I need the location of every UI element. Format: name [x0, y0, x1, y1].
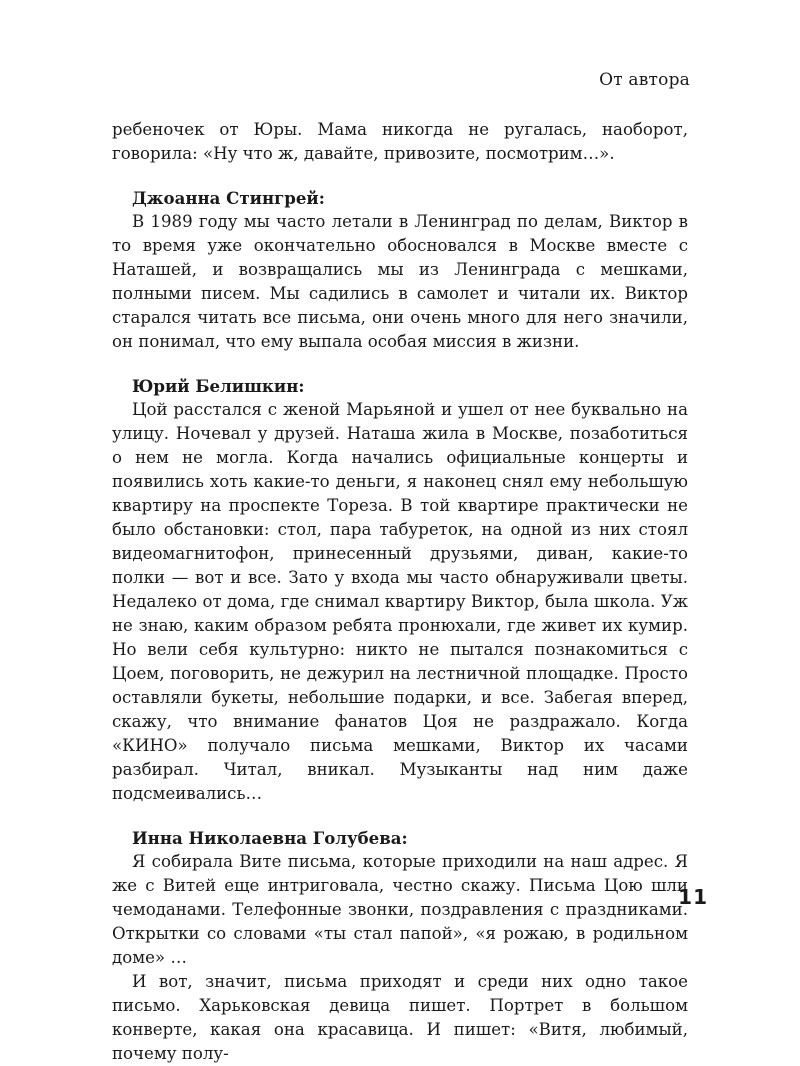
- page-number: 11: [678, 885, 708, 909]
- paragraph: Я собирала Вите письма, которые приходили на наш адрес. Я же с Витей еще интриговала, честно скажу. Письма Цою шли чемоданами. Телефонные звонки, поздравления с праздниками. Открытки со словами «ты стал папой», «я рожаю, в родильном доме» …: [112, 852, 688, 967]
- paragraph: В 1989 году мы часто летали в Ленинград по делам, Виктор в то время уже окончательно обосновался в Москве вместе с Наташей, и возвращались мы из Ленинграда с мешками, полными писем. Мы садились в самолет и читали их. Виктор старался читать все письма, они очень много для него значили, он понимал, что ему выпала особая миссия в жизни.: [112, 212, 688, 351]
- speaker-name: Инна Николаевна Голубева:: [132, 828, 408, 848]
- opening-paragraph: ребеночек от Юры. Мама никогда не ругалась, наоборот, говорила: «Ну что ж, давайте, привозите, посмотрим…».: [112, 120, 688, 163]
- page-body: [112, 118, 688, 1066]
- section-belishkin: [112, 374, 688, 806]
- section-stingray: [112, 186, 688, 354]
- running-head: От автора: [599, 70, 690, 90]
- speaker-name: Джоанна Стингрей:: [132, 188, 325, 208]
- speaker-name: Юрий Белишкин:: [132, 376, 305, 396]
- paragraph: Цой расстался с женой Марьяной и ушел от нее буквально на улицу. Ночевал у друзей. Наташа жила в Москве, позаботиться о нем не могла. Когда начались официальные концерты и появились хоть какие-то деньги, я наконец снял ему небольшую квартиру на проспекте Тореза. В той квартире практически не было обстановки: стол, пара табуреток, на одной из них стоял видеомагнитофон, принесенный друзьями, диван, какие-то полки — вот и все. Зато у входа мы часто обнаруживали цветы. Недалеко от дома, где снимал квартиру Виктор, была школа. Уж не знаю, каким образом ребята пронюхали, где живет их кумир. Но вели себя культурно: никто не пытался познакомиться с Цоем, поговорить, не дежурил на лестничной площадке. Просто оставляли букеты, небольшие подарки, и все. Забегая вперед, скажу, что внимание фанатов Цоя не раздражало. Когда «КИНО» получало письма мешками, Виктор их часами разбирал. Читал, вникал. Музыканты над ним даже подсмеивались…: [112, 400, 688, 803]
- section-golubeva: [112, 826, 688, 1066]
- paragraph: И вот, значит, письма приходят и среди них одно такое письмо. Харьковская девица пишет. Портрет в большом конверте, какая она красавица. И пишет: «Витя, любимый, почему полу-: [112, 972, 688, 1063]
